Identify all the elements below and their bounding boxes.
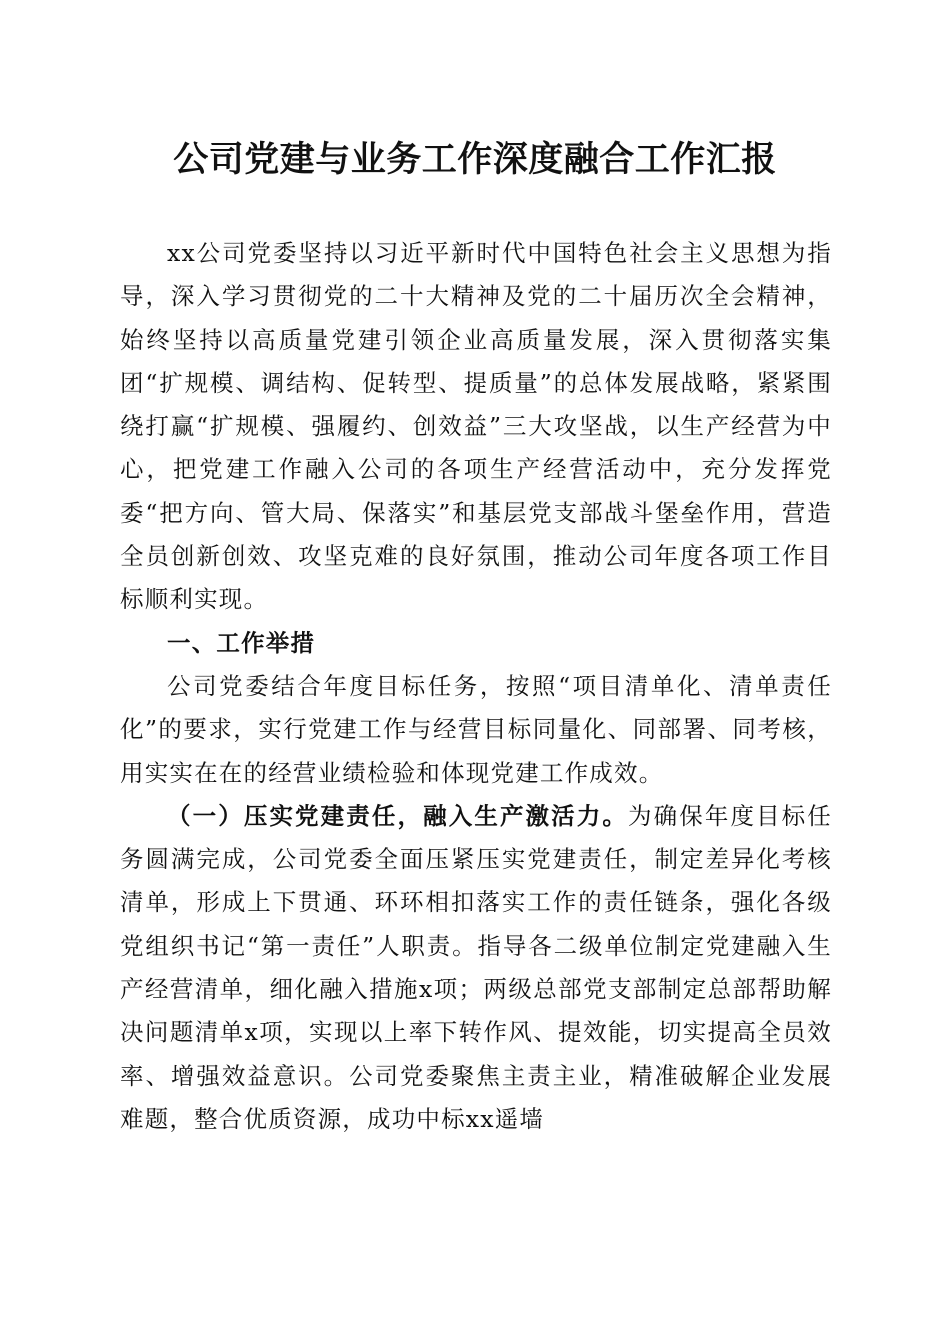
section-1-paragraph: 公司党委结合年度目标任务，按照“项目清单化、清单责任化”的要求，实行党建工作与经营目标同量化、同部署、同考核，用实实在在的经营业绩检验和体现党建工作成效。 bbox=[120, 671, 832, 787]
intro-paragraph: xx公司党委坚持以习近平新时代中国特色社会主义思想为指导，深入学习贯彻党的二十大精神及党的二十届历次全会精神，始终坚持以高质量党建引领企业高质量发展，深入贯彻落实集团“扩规模、调结构、促转型、提质量”的总体发展战略，紧紧围绕打赢“扩规模、强履约、创效益”三大攻坚战，以生产经营为中心，把党建工作融入公司的各项生产经营活动中，充分发挥党委“把方向、管大局、保落实”和基层党支部战斗堡垒作用，营造全员创新创效、攻坚克难的良好氛围，推动公司年度各项工作目标顺利实现。 bbox=[120, 239, 832, 614]
subsection-1-lead: （一）压实党建责任，融入生产激活力。 bbox=[167, 801, 629, 830]
section-heading-work-measures: 一、工作举措 bbox=[167, 628, 316, 657]
document-title: 公司党建与业务工作深度融合工作汇报 bbox=[173, 139, 777, 180]
subsection-1-paragraph bbox=[120, 795, 832, 1141]
document-body bbox=[120, 232, 832, 1141]
subsection-1-body: 为确保年度目标任务圆满完成，公司党委全面压紧压实党建责任，制定差异化考核清单，形成上下贯通、环环相扣落实工作的责任链条，强化各级党组织书记“第一责任”人职责。指导各二级单位制定党建融入生产经营清单，细化融入措施x项；两级总部党支部制定总部帮助解决问题清单x项，实现以上率下转作风、提效能，切实提高全员效率、增强效益意识。公司党委聚焦主责主业，精准破解企业发展难题，整合优质资源，成功中标xx遥墙 bbox=[120, 801, 832, 1133]
